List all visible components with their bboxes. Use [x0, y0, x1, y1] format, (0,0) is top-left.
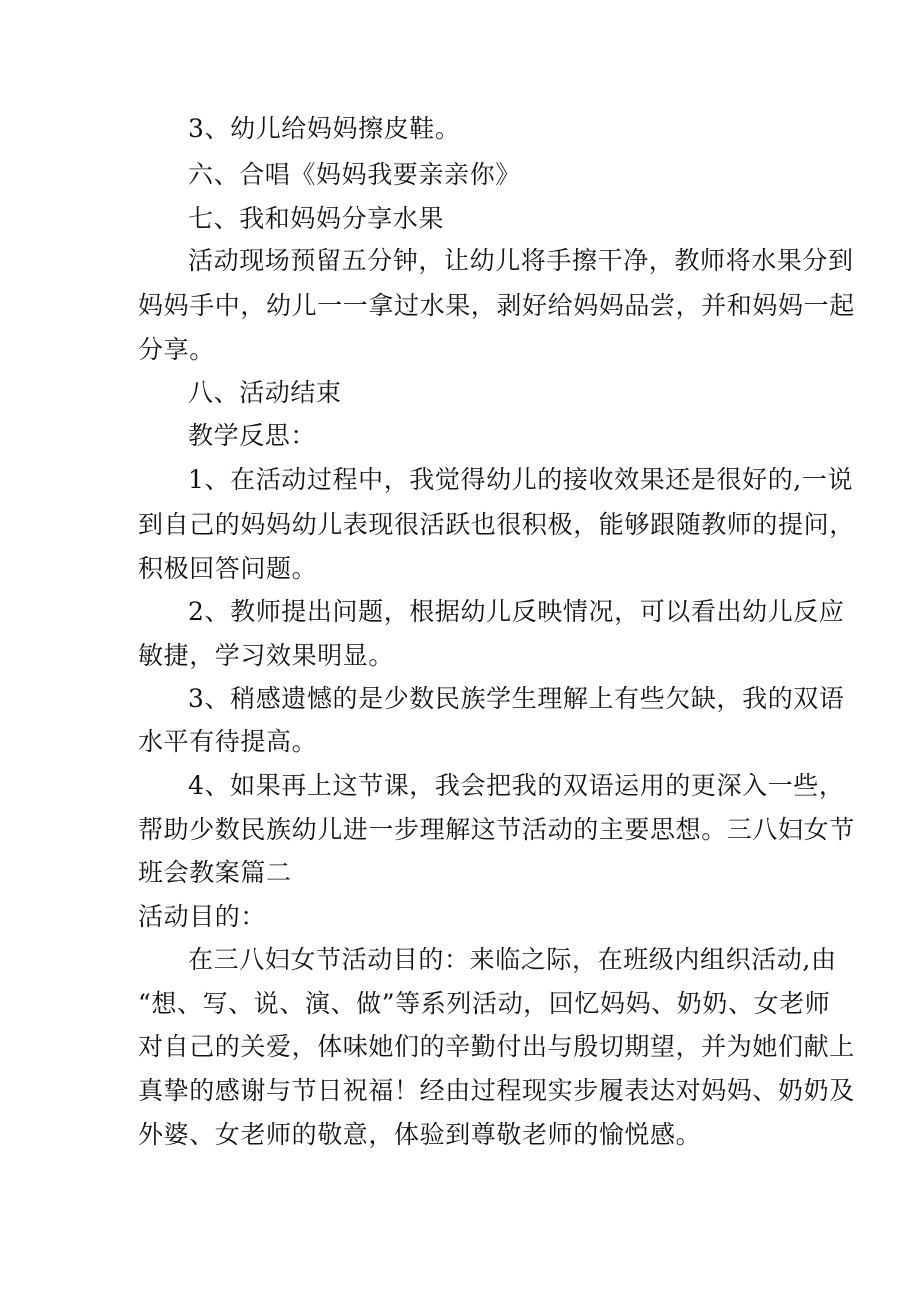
text-line: 到自己的妈妈幼儿表现很活跃也很积极，能够跟随教师的提问，	[138, 510, 855, 539]
text-line: 水平有待提高。	[138, 727, 318, 756]
text-line: 妈妈手中，幼儿一一拿过水果，剥好给妈妈品尝，并和妈妈一起	[138, 291, 855, 320]
text-line: 4、如果再上这节课，我会把我的双语运用的更深入一些，	[188, 771, 845, 800]
text-line: 六、合唱《妈妈我要亲亲你》	[188, 160, 521, 189]
text-line: 七、我和妈妈分享水果	[188, 204, 445, 233]
section-heading: 活动目的：	[138, 902, 267, 931]
text-line: “想、写、说、演、做”等系列活动，回忆妈妈、奶奶、女老师	[138, 989, 831, 1018]
text-line: 3、稍感遗憾的是少数民族学生理解上有些欠缺，我的双语	[188, 684, 845, 713]
text-line: 积极回答问题。	[138, 554, 318, 583]
text-line: 班会教案篇二	[138, 858, 292, 887]
text-line: 在三八妇女节活动目的：来临之际，在班级内组织活动,由	[188, 945, 837, 974]
text-line: 3、幼儿给妈妈擦皮鞋。	[188, 114, 461, 143]
text-line: 分享。	[138, 335, 215, 364]
text-line: 活动现场预留五分钟，让幼儿将手擦干净，教师将水果分到	[188, 246, 854, 275]
text-line: 2、教师提出问题，根据幼儿反映情况，可以看出幼儿反应	[188, 597, 845, 626]
text-line: 帮助少数民族幼儿进一步理解这节活动的主要思想。三八妇女节	[138, 815, 855, 844]
text-line: 八、活动结束	[188, 378, 342, 407]
text-line: 教学反思：	[188, 421, 317, 450]
text-line: 1、在活动过程中，我觉得幼儿的接收效果还是很好的,一说	[188, 465, 854, 494]
text-line: 真挚的感谢与节日祝福！经由过程现实步履表达对妈妈、奶奶及	[138, 1076, 855, 1105]
text-line: 对自己的关爱，体味她们的辛勤付出与殷切期望，并为她们献上	[138, 1032, 855, 1061]
text-line: 外婆、女老师的敬意，体验到尊敬老师的愉悦感。	[138, 1120, 702, 1149]
text-line: 敏捷，学习效果明显。	[138, 641, 395, 670]
